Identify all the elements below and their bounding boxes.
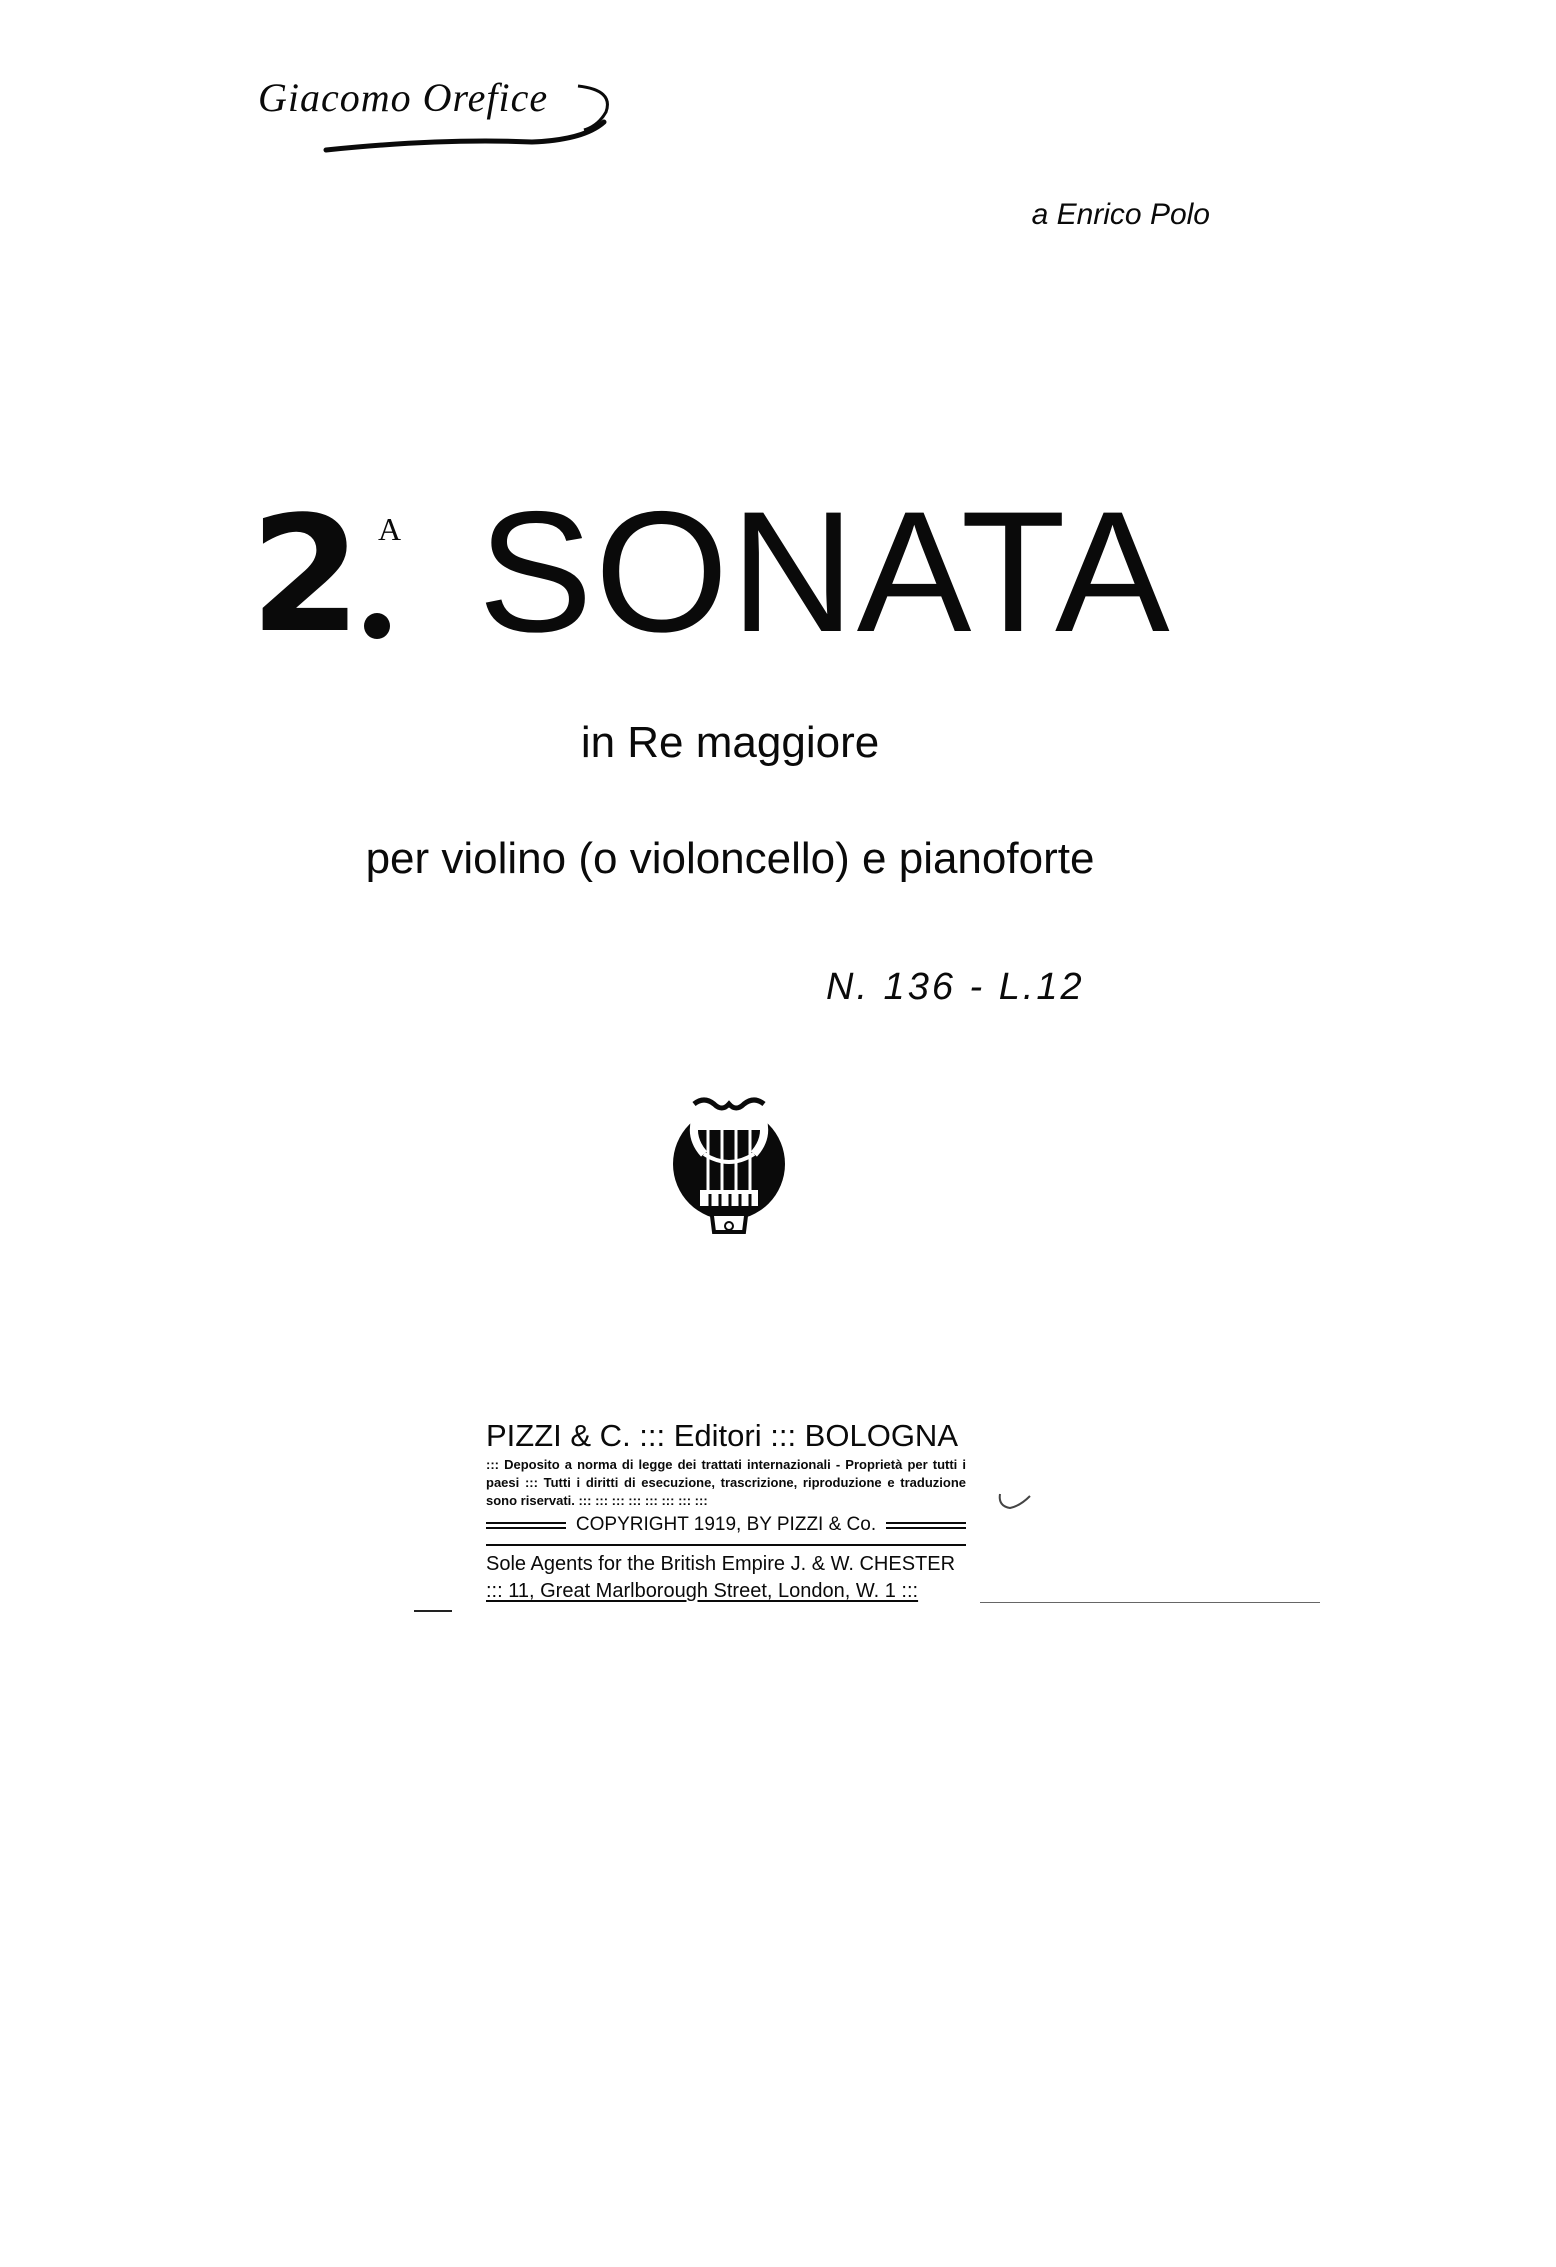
copyright-rule-right	[886, 1522, 966, 1529]
sole-agents-line: Sole Agents for the British Empire J. & W. CHESTER	[486, 1553, 956, 1575]
legal-notice: ::: Deposito a norma di legge dei trattati internazionali - Proprietà per tutti i paesi ::: Tutti i diritti di esecuzione, trascrizione, riproduzione e traduzione sono riservati. ::: ::: ::: ::: ::: ::: ::: :::	[486, 1457, 966, 1508]
imprint-divider	[486, 1544, 966, 1546]
signature-flourish	[322, 80, 622, 160]
page-title: SONATA	[478, 476, 1172, 668]
copyright-rule-left	[486, 1522, 566, 1529]
publisher-lyre-icon	[664, 1094, 794, 1244]
copyright-line	[486, 1514, 966, 1536]
number-dot	[364, 613, 390, 639]
sonata-number: 2	[250, 481, 362, 668]
instrumentation-subtitle: per violino (o violoncello) e pianoforte	[365, 834, 1095, 883]
agents-address: ::: 11, Great Marlborough Street, London, W. 1 :::	[486, 1580, 919, 1602]
key-subtitle: in Re maggiore	[580, 718, 880, 767]
publisher-imprint	[486, 1418, 966, 1604]
publisher-line: PIZZI & C. ::: Editori ::: BOLOGNA	[486, 1418, 958, 1453]
scan-rule-left	[414, 1610, 452, 1612]
ordinal-suffix: A	[378, 511, 402, 547]
composer-signature: Giacomo Orefice	[258, 75, 549, 120]
dedication: a Enrico Polo	[1031, 198, 1210, 231]
copyright-text: COPYRIGHT 1919, BY PIZZI & Co.	[575, 1514, 877, 1535]
scan-rule-right	[980, 1602, 1320, 1603]
scan-mark	[996, 1490, 1036, 1514]
catalog-number: N. 136 - L.12	[826, 966, 1085, 1008]
